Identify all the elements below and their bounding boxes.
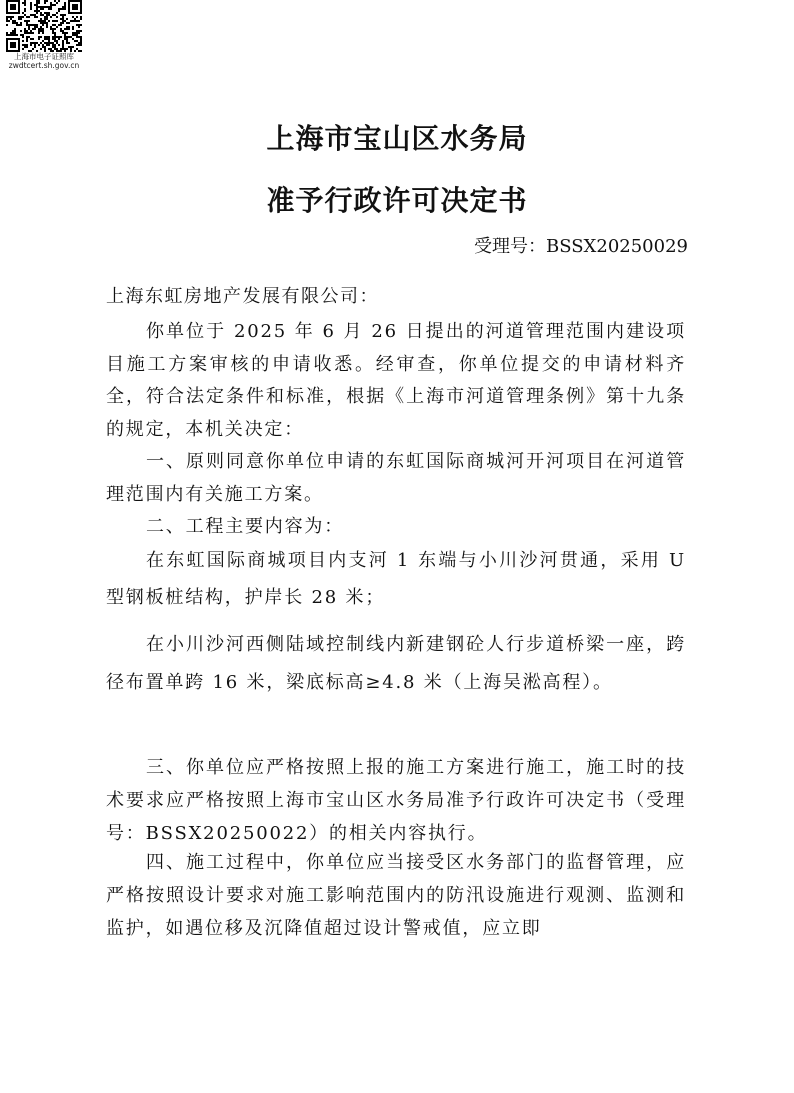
document-title-decision: 准予行政许可决定书 — [266, 184, 528, 217]
paragraph-intro: 你单位于 2025 年 6 月 26 日提出的河道管理范围内建设项目施工方案审核的申请收悉。经审查，你单位提交的申请材料齐全，符合法定条件和标准，根据《上海市河道管理条例》第十九条的规定，本机关决定： — [106, 321, 686, 440]
addressee: 上海东虹房地产发展有限公司： — [106, 286, 379, 307]
paragraph-item-4: 四、施工过程中，你单位应当接受区水务部门的监督管理，应严格按照设计要求对施工影响范围内的防汛设施进行观测、监测和监护，如遇位移及沉降值超过设计警戒值，应立即 — [106, 852, 686, 939]
document-title-agency: 上海市宝山区水务局 — [266, 122, 528, 155]
qr-caption-line2: zwdtcert.sh.gov.cn — [8, 61, 80, 70]
acceptance-number: 受理号：BSSX20250029 — [473, 236, 688, 257]
qr-code-icon — [6, 0, 82, 52]
paragraph-item-2: 二、工程主要内容为： — [146, 516, 344, 537]
qr-caption-line1: 上海市电子证照库 — [14, 52, 74, 61]
qr-code-block — [6, 0, 82, 70]
paragraph-work-content-2: 在小川沙河西侧陆域控制线内新建钢砼人行步道桥梁一座，跨径布置单跨 16 米，梁底标高≥4.8 米（上海吴淞高程）。 — [106, 634, 686, 693]
paragraph-item-3: 三、你单位应严格按照上报的施工方案进行施工，施工时的技术要求应严格按照上海市宝山区水务局准予行政许可决定书（受理号：BSSX20250022）的相关内容执行。 — [106, 757, 686, 844]
paragraph-item-1: 一、原则同意你单位申请的东虹国际商城河开河项目在河道管理范围内有关施工方案。 — [106, 451, 686, 505]
paragraph-work-content-1: 在东虹国际商城项目内支河 1 东端与小川沙河贯通，采用 U 型钢板桩结构，护岸长 28 米； — [106, 550, 686, 608]
